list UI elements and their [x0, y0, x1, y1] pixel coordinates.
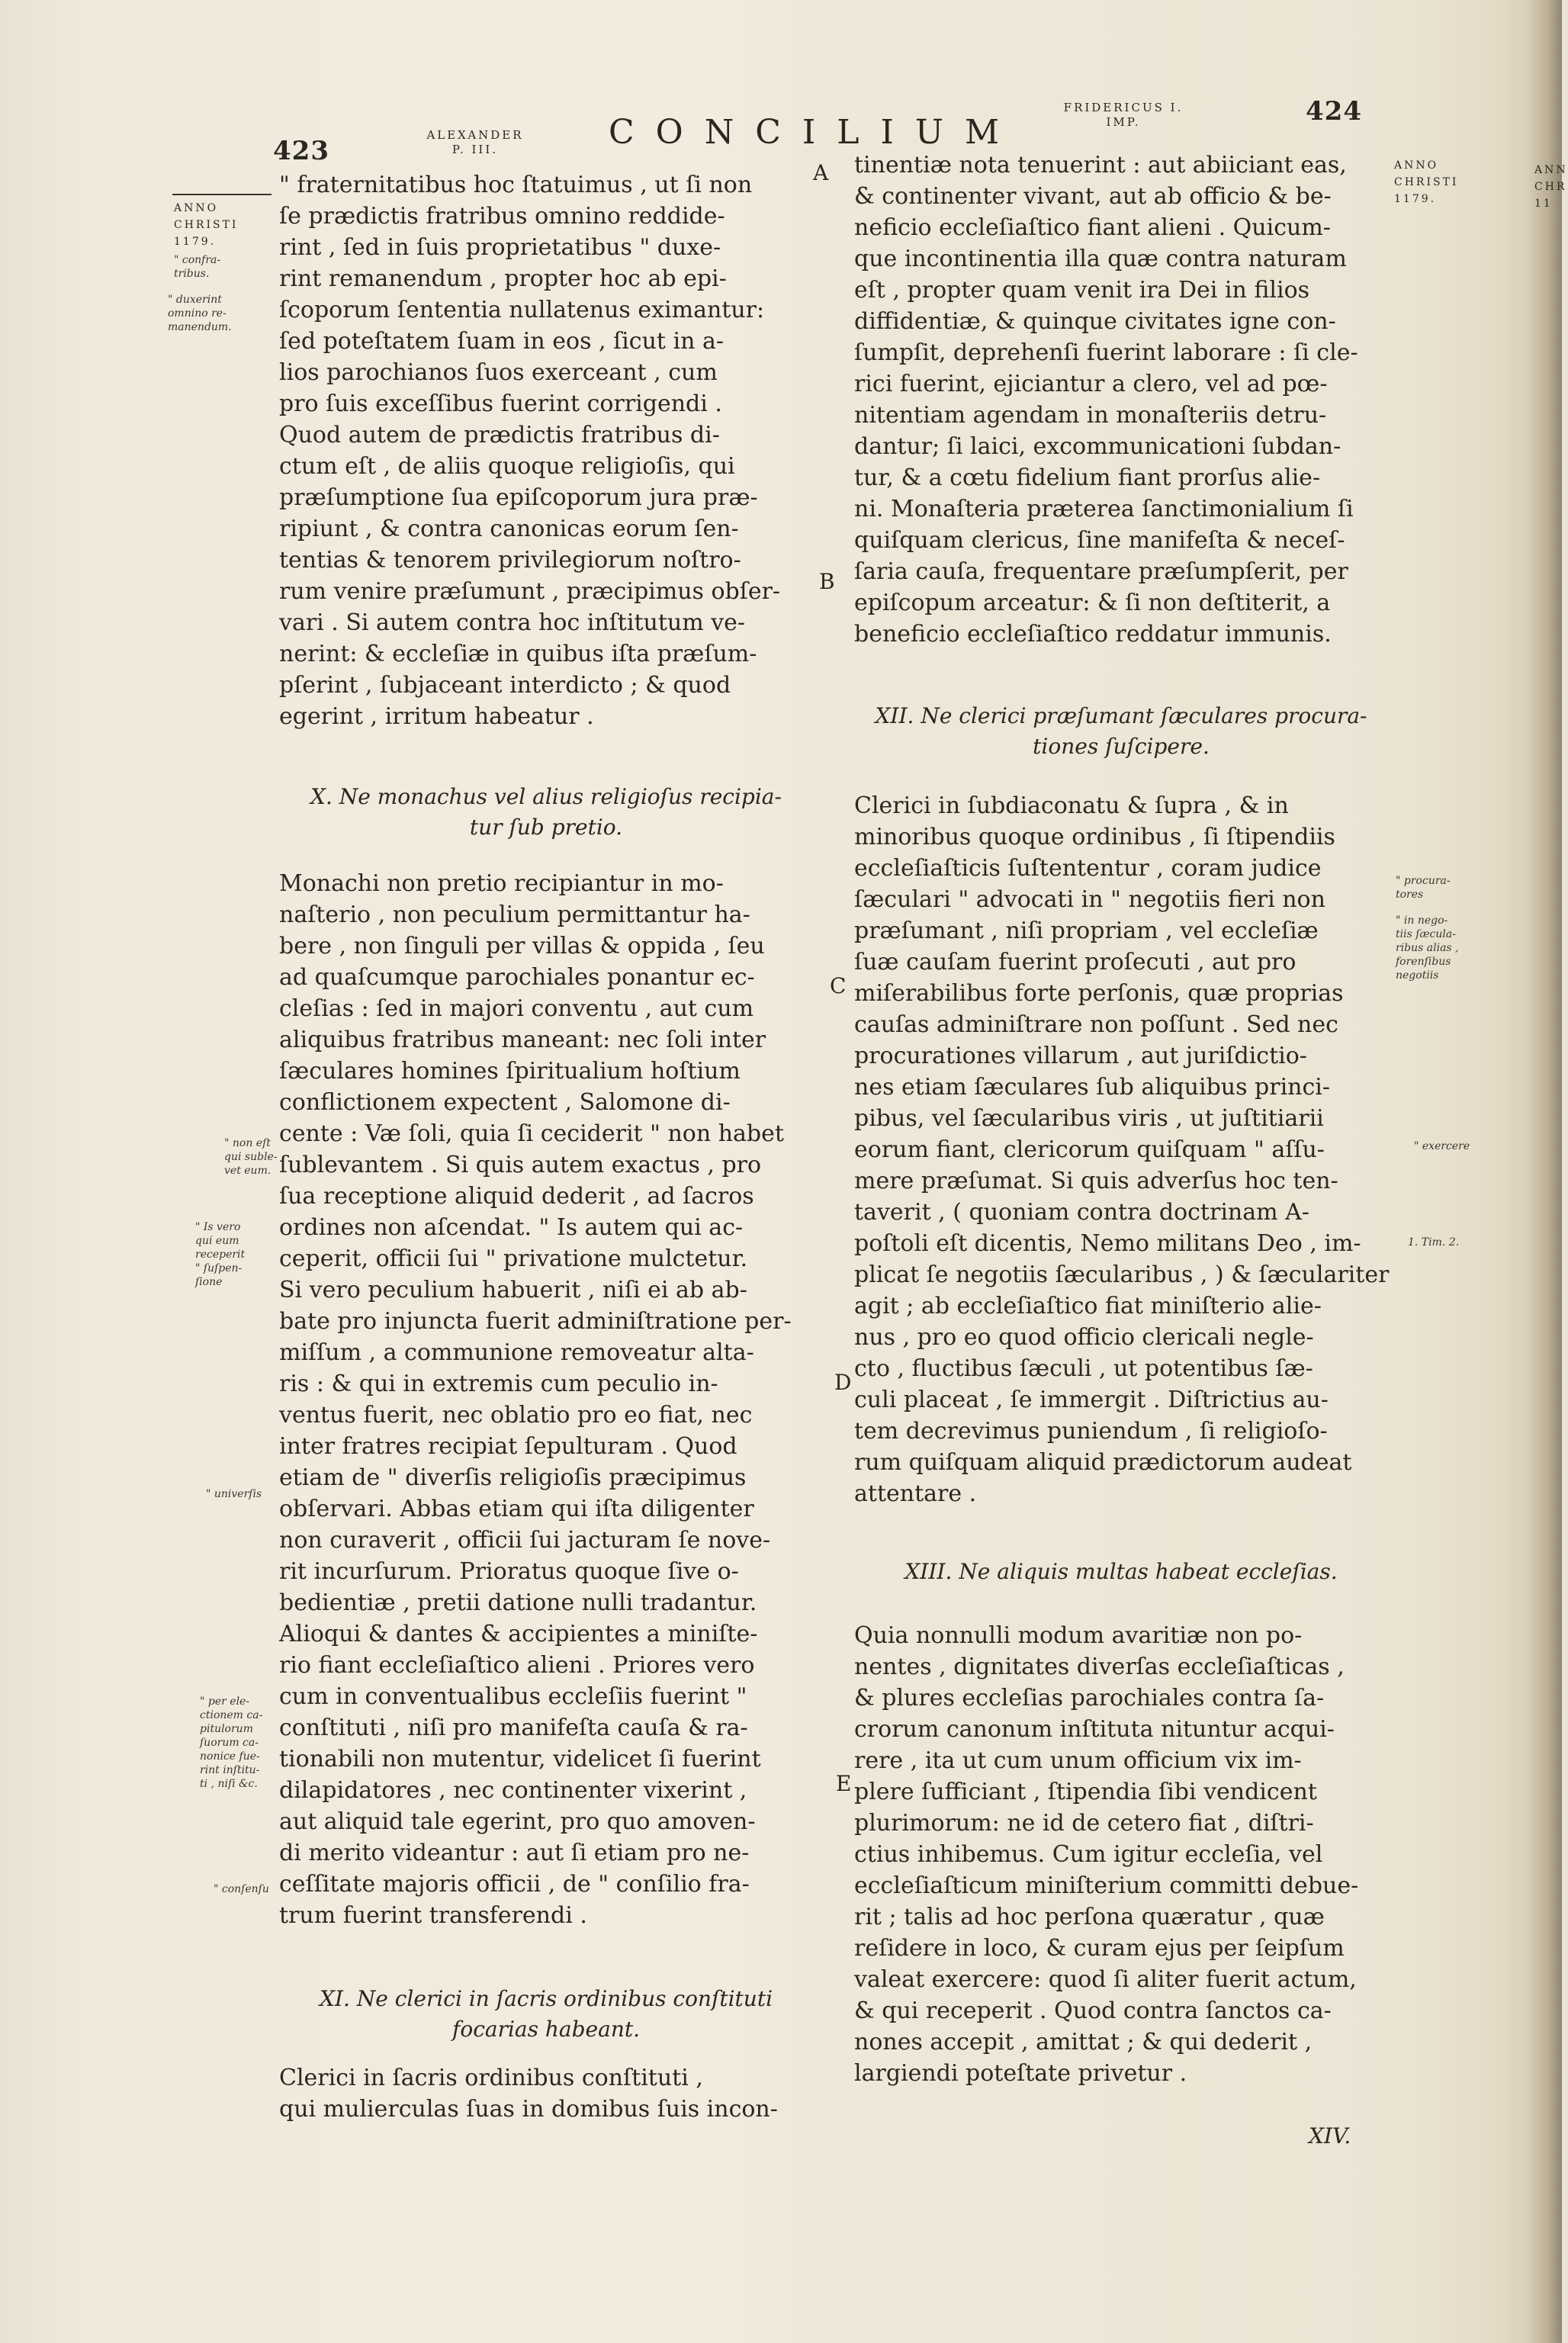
text-line: ad quaſcumque parochiales ponantur ec- [279, 964, 755, 991]
text-line: miſſum , a communione removeatur alta- [279, 1339, 754, 1366]
text-line: nones accepit , amittat ; & qui dederit , [854, 2029, 1313, 2055]
running-head-left-bottom: P. III. [451, 143, 499, 156]
text-line: rici fuerint, ejiciantur a clero, vel ad pœ- [854, 371, 1328, 397]
text-line: cente : Væ ſoli, quia ſi ceciderit " non habet [279, 1120, 784, 1147]
text-line: nentes , dignitates diverſas eccleſiaſticas , [854, 1654, 1345, 1680]
text-line: ctius inhibemus. Cum igitur eccleſia, vel [854, 1841, 1323, 1868]
margin-note-left: " Is vero qui eum receperit " ſuſpen- ſione [195, 1221, 246, 1288]
margin-note-left: " conſenſu [214, 1883, 269, 1895]
text-line: nitentiam agendam in monaſteriis detru- [854, 402, 1327, 429]
heading-line: tiones ſuſcipere. [1033, 734, 1210, 759]
section-letter-e: E [836, 1771, 852, 1796]
anno-right: ANNO CHRISTI 1179. [1394, 159, 1459, 205]
text-line: rere , ita ut cum unum officium vix im- [854, 1747, 1302, 1774]
margin-note-left: " univerſis [206, 1488, 262, 1500]
text-line: valeat exercere: quod ſi aliter fuerit actum, [854, 1966, 1357, 1993]
text-line: ſed poteſtatem ſuam in eos , ſicut in a- [279, 328, 724, 355]
text-line: nus , pro eo quod officio clericali negle- [854, 1324, 1314, 1351]
text-line: rio fiant eccleſiaſtico alieni . Priores vero [279, 1652, 755, 1679]
text-line: diffidentiæ, & quinque civitates igne con- [854, 308, 1336, 335]
section-letter-a: A [813, 160, 829, 185]
text-line: Si vero peculium habuerit , niſi ei ab ab- [279, 1277, 747, 1303]
text-line: bedientiæ , pretii datione nulli tradantur. [279, 1589, 757, 1616]
text-line: Quod autem de prædictis fratribus di- [279, 422, 720, 448]
text-line: bate pro injuncta fuerit adminiſtratione per- [279, 1308, 792, 1335]
page-edge [1528, 0, 1562, 2343]
text-line: ordines non aſcendat. " Is autem qui ac- [279, 1214, 744, 1241]
text-line: ni. Monaſteria præterea ſanctimonialium ſi [854, 496, 1354, 522]
anno-rule [172, 194, 272, 195]
text-line: non curaverit , officii ſui jacturam ſe nove- [279, 1527, 771, 1554]
heading-section-xii [854, 700, 1388, 769]
text-line: cauſas adminiſtrare non poſſunt . Sed nec [854, 1011, 1338, 1038]
text-line: ris : & qui in extremis cum peculio in- [279, 1371, 718, 1397]
catchword: XIV. [1309, 2123, 1351, 2149]
text-line: Monachi non pretio recipiantur in mo- [279, 870, 724, 897]
text-line: aut aliquid tale egerint, pro quo amoven- [279, 1808, 756, 1835]
text-line: eorum fiant, clericorum quiſquam " aſſu- [854, 1136, 1325, 1163]
text-line: ſumpſit, deprehenſi fuerint laborare : ſi cle- [854, 339, 1358, 366]
margin-note-left: " duxerint omnino re- manendum. [168, 294, 232, 333]
running-head-left [403, 128, 548, 157]
text-line: & plures eccleſias parochiales contra ſa- [854, 1685, 1325, 1711]
text-line: Quia nonnulli modum avaritiæ non po- [854, 1622, 1303, 1649]
text-line: crorum canonum inſtituta nituntur acqui- [854, 1716, 1335, 1743]
text-line: ſæculari " advocati in " negotiis fieri non [854, 886, 1325, 913]
text-line: cum in conventualibus eccleſiis fuerint " [279, 1683, 747, 1710]
text-line: taverit , ( quoniam contra doctrinam A- [854, 1199, 1309, 1226]
text-line: nes etiam ſæculares ſub aliquibus princi- [854, 1074, 1331, 1101]
text-line: ſua receptione aliquid dederit , ad ſacros [279, 1183, 754, 1210]
text-line: ſe prædictis fratribus omnino reddide- [279, 203, 725, 230]
text-line: " fraternitatibus hoc ſtatuimus , ut ſi non [279, 172, 753, 198]
text-line: pibus, vel ſæcularibus viris , ut juſtitiarii [854, 1105, 1324, 1132]
heading-line: X. Ne monachus vel alius religioſus recipia- [310, 784, 782, 809]
text-line: ſublevantem . Si quis autem exactus , pro [279, 1152, 762, 1178]
text-line: plurimorum: ne id de cetero fiat , diſtri- [854, 1810, 1314, 1837]
margin-note-left: " non eſt qui suble- vet eum. [224, 1137, 278, 1177]
text-line: rum venire præſumunt , præcipimus obſer- [279, 578, 781, 605]
text-line: nerint: & eccleſiæ in quibus iſta præſum- [279, 641, 757, 667]
text-line: attentare . [854, 1480, 977, 1507]
text-line: culi placeat , ſe immergit . Diſtrictius au- [854, 1387, 1329, 1413]
text-line: pſerint , ſubjaceant interdicto ; & quod [279, 672, 731, 699]
text-line: poſtoli eſt dicentis, Nemo militans Deo , im- [854, 1230, 1361, 1257]
text-line: eſt , propter quam venit ira Dei in filios [854, 277, 1310, 304]
text-line: cleſias : ſed in majori conventu , aut cum [279, 995, 754, 1022]
section-x-body [279, 868, 813, 1936]
heading-section-x [279, 781, 813, 850]
text-line: ſaria cauſa, frequentare præſumpſerit, per [854, 558, 1348, 585]
text-line: obſervari. Abbas etiam qui iſta diligenter [279, 1496, 754, 1522]
text-line: que incontinentia illa quæ contra naturam [854, 246, 1347, 272]
text-line: tinentiæ nota tenuerint : aut abiiciant eas, [854, 152, 1347, 178]
heading-section-xi [279, 1983, 813, 2052]
text-line: epiſcopum arceatur: & ſi non deſtiterit, a [854, 590, 1331, 616]
text-line: ceſſitate majoris officii , de " conſilio fra- [279, 1871, 750, 1898]
text-line: dilapidatores , nec continenter vixerint , [279, 1777, 747, 1804]
running-head-title: CONCILIUM [609, 113, 1021, 152]
section-letter-d: D [834, 1370, 852, 1395]
text-line: bere , non ſinguli per villas & oppida , ſeu [279, 933, 765, 959]
text-line: dantur; ſi laici, excommunicationi ſubdan- [854, 433, 1341, 460]
running-head-right-top: FRIDERICUS I. [1063, 101, 1184, 114]
text-line: tur, & a cœtu fidelium fiant prorſus alie- [854, 464, 1321, 491]
text-line: trum fuerint transferendi . [279, 1902, 587, 1929]
text-line: tionabili non mutentur, videlicet ſi fuerint [279, 1746, 761, 1773]
margin-note-left: " confra- tribus. [174, 254, 221, 280]
text-line: eccleſiaſticum miniſterium committi debue- [854, 1872, 1359, 1899]
text-line: Alioqui & dantes & accipientes a miniſte- [279, 1621, 758, 1647]
text-line: qui mulierculas ſuas in domibus ſuis incon- [279, 2096, 778, 2123]
text-line: beneficio eccleſiaſtico reddatur immunis. [854, 621, 1332, 648]
text-line: agit ; ab eccleſiaſtico fiat miniſterio alie- [854, 1293, 1322, 1319]
text-line: ſæculares homines ſpiritualium hoſtium [279, 1058, 741, 1085]
text-line: reſidere in loco, & curam ejus per ſeipſum [854, 1935, 1345, 1962]
text-line: Clerici in ſacris ordinibus conſtituti , [279, 2065, 703, 2091]
heading-line: tur ſub pretio. [469, 815, 623, 840]
heading-line: XI. Ne clerici in ſacris ordinibus conſtituti [319, 1986, 773, 2011]
right-column-continuation [854, 149, 1388, 668]
text-line: conſtituti , niſi pro manifeſta cauſa & ra- [279, 1715, 748, 1741]
text-line: & continenter vivant, aut ab officio & be- [854, 183, 1332, 210]
text-line: etiam de " diverſis religioſis præcipimus [279, 1464, 747, 1491]
section-letter-b: B [819, 569, 835, 594]
text-line: lios parochianos ſuos exerceant , cum [279, 359, 718, 386]
text-line: rum quiſquam aliquid prædictorum audeat [854, 1449, 1352, 1476]
text-line: pro ſuis exceſſibus fuerint corrigendi . [279, 390, 722, 417]
text-line: conflictionem expectent , Salomone di- [279, 1089, 731, 1116]
text-line: plicat ſe negotiis ſæcularibus , ) & ſæculariter [854, 1261, 1390, 1288]
margin-note-right: " procura- tores [1396, 875, 1451, 901]
text-line: rit incurſurum. Prioratus quoque ſive o- [279, 1558, 739, 1585]
text-line: neficio eccleſiaſtico fiant alieni . Quicum- [854, 214, 1331, 241]
text-line: rint , ſed in ſuis proprietatibus " duxe- [279, 234, 721, 261]
text-line: largiendi poteſtate privetur . [854, 2060, 1187, 2087]
text-line: plere ſufficiant , ſtipendia ſibi vendicent [854, 1779, 1317, 1805]
text-line: tem decrevimus puniendum , ſi religioſo- [854, 1418, 1328, 1445]
text-line: tentias & tenorem privilegiorum noſtro- [279, 547, 741, 574]
text-line: inter fratres recipiat ſepulturam . Quod [279, 1433, 737, 1460]
text-line: eccleſiaſticis ſuſtententur , coram judice [854, 855, 1322, 882]
section-xi-body [279, 2062, 813, 2131]
text-line: minoribus quoque ordinibus , ſi ſtipendiis [854, 824, 1335, 850]
page-number-right: 424 [1306, 96, 1362, 127]
heading-line: XIII. Ne aliquis multas habeat eccleſias. [904, 1559, 1338, 1584]
heading-line: focarias habeant. [452, 2017, 640, 2042]
text-line: ctum eſt , de aliis quoque religioſis, qui [279, 453, 735, 480]
text-line: ſcoporum ſententia nullatenus eximantur: [279, 297, 765, 323]
section-letter-c: C [830, 973, 847, 998]
text-line: rit ; talis ad hoc perſona quæratur , quæ [854, 1904, 1325, 1930]
anno-edge: ANN CHR 11 [1534, 164, 1568, 210]
anno-left: ANNO CHRISTI 1179. [174, 202, 239, 248]
running-head-right [1051, 101, 1196, 130]
margin-note-left: " per ele- ctionem ca- pitulorum ſuorum ca- nonice fue- rint inſtitu- ti , niſi &c. [200, 1695, 263, 1790]
text-line: di merito videantur : aut ſi etiam pro ne- [279, 1840, 750, 1866]
page-number-left: 423 [273, 136, 329, 166]
margin-note-right: " in nego- tiis ſæcula- ribus alias , forenſibus negotiis [1396, 914, 1459, 982]
text-line: Clerici in ſubdiaconatu & ſupra , & in [854, 792, 1289, 819]
text-line: egerint , irritum habeatur . [279, 703, 594, 730]
section-xiii-body [854, 1620, 1388, 2093]
text-line: ceperit, officii ſui " privatione mulctetur. [279, 1245, 748, 1272]
left-column-continuation [279, 169, 813, 779]
text-line: ripiunt , & contra canonicas eorum ſen- [279, 516, 739, 542]
text-line: naſterio , non peculium permittantur ha- [279, 902, 750, 928]
margin-note-right: " exercere [1414, 1140, 1470, 1152]
text-line: quiſquam clericus, ſine manifeſta & neceſ- [854, 527, 1345, 554]
text-line: & qui receperit . Quod contra ſanctos ca- [854, 1997, 1332, 2024]
text-line: præſumant , niſi propriam , vel eccleſiæ [854, 918, 1319, 944]
text-line: ventus fuerit, nec oblatio pro eo fiat, nec [279, 1402, 753, 1429]
text-line: aliquibus fratribus maneant: nec ſoli inter [279, 1027, 766, 1053]
text-line: mere præſumat. Si quis adverſus hoc ten- [854, 1168, 1338, 1194]
text-line: rint remanendum , propter hoc ab epi- [279, 265, 727, 292]
text-line: vari . Si autem contra hoc inſtitutum ve- [279, 609, 746, 636]
text-line: cto , fluctibus ſæculi , ut potentibus ſæ- [854, 1355, 1313, 1382]
text-line: procurationes villarum , aut juriſdictio- [854, 1043, 1307, 1069]
text-line: ſuæ cauſam fuerint proſecuti , aut pro [854, 949, 1296, 975]
running-head-right-bottom: IMP. [1106, 115, 1141, 129]
running-head-left-top: ALEXANDER [426, 128, 524, 142]
section-xii-body [854, 790, 1388, 1515]
heading-section-xiii [854, 1556, 1388, 1590]
heading-line: XII. Ne clerici præſumant ſæculares procura- [875, 703, 1367, 728]
text-line: miſerabilibus forte perſonis, quæ proprias [854, 980, 1344, 1007]
text-line: præſumptione ſua epiſcoporum jura præ- [279, 484, 758, 511]
margin-note-right: 1. Tim. 2. [1408, 1236, 1460, 1249]
